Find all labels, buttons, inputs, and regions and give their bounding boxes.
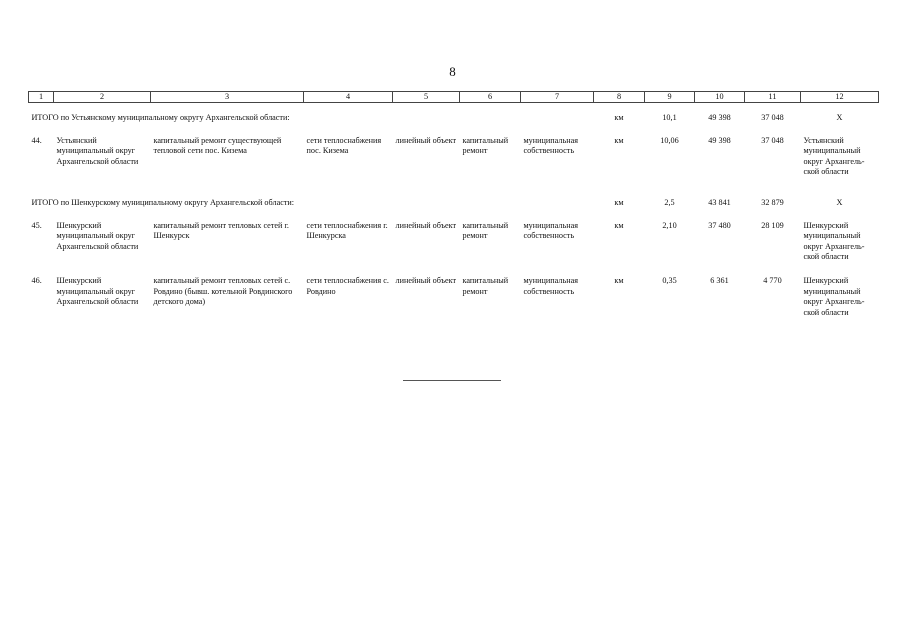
table-row [29,133,879,188]
subtotal-unit: км [614,197,624,207]
col11-cell: 4 770 [763,275,782,285]
column-number: 10 [695,92,745,103]
subtotal-row [29,103,879,133]
object-type-cell: линейный объект [395,275,457,285]
ownership-cell: муниципальная собственность [523,220,578,241]
recipient-cell: Шенкурский муниципальный округ Архангель-ской области [803,275,865,317]
work-type-cell: капитальный ремонт [462,135,509,156]
network-cell: сети теплоснабжения г. Шенкурска [306,220,388,241]
subtotal-row [29,188,879,218]
object-type-cell: линейный объект [395,220,457,230]
ownership-cell: муниципальная собственность [523,135,578,156]
subtotal-col10: 43 841 [708,197,731,207]
length-cell: 2,10 [662,220,677,230]
unit-cell: км [614,135,624,145]
recipient-cell: Шенкурский муниципальный округ Архангель-ской области [803,220,865,262]
column-number: 7 [521,92,594,103]
row-number: 45. [31,220,42,230]
column-number: 9 [645,92,695,103]
column-number: 3 [151,92,304,103]
subtotal-label: ИТОГО по Устьянскому муниципальному округу Архангельской области: [31,113,290,122]
col10-cell: 49 398 [708,135,731,145]
subtotal-col10: 49 398 [708,113,731,122]
column-number: 12 [801,92,879,103]
work-type-cell: капитальный ремонт [462,275,509,296]
description-cell: капитальный ремонт тепловых сетей г. Шенкурск [153,220,289,241]
col11-cell: 28 109 [761,220,784,230]
description-cell: капитальный ремонт существующей тепловой сети пос. Кизема [153,135,282,156]
network-cell: сети теплоснабжения с. Ровдино [306,275,389,296]
owner-cell: Устьянский муниципальный округ Архангельской области [56,135,139,166]
column-number: 5 [393,92,460,103]
column-number: 6 [460,92,521,103]
description-cell: капитальный ремонт тепловых сетей с. Ровдино (бывш. котельной Ровдинского детского дома) [153,275,293,307]
column-number: 1 [29,92,54,103]
subtotal-unit: км [614,113,624,122]
unit-cell: км [614,275,624,285]
length-cell: 10,06 [660,135,679,145]
work-type-cell: капитальный ремонт [462,220,509,241]
projects-table [28,91,879,328]
col10-cell: 6 361 [710,275,729,285]
table-row [29,218,879,273]
subtotal-col11: 32 879 [761,197,784,207]
subtotal-col12: Х [836,197,843,207]
column-number: 8 [594,92,645,103]
column-number-row [29,92,879,103]
subtotal-label: ИТОГО по Шенкурскому муниципальному округу Архангельской области: [31,197,295,207]
row-number: 44. [31,135,42,145]
recipient-cell: Устьянский муниципальный округ Архангель-ской области [803,135,865,177]
column-number: 11 [745,92,801,103]
owner-cell: Шенкурский муниципальный округ Архангельской области [56,220,139,251]
col10-cell: 37 480 [708,220,731,230]
row-number: 46. [31,275,42,285]
network-cell: сети теплоснабжения пос. Кизема [306,135,382,156]
col11-cell: 37 048 [761,135,784,145]
column-number: 2 [54,92,151,103]
owner-cell: Шенкурский муниципальный округ Архангельской области [56,275,139,307]
length-cell: 0,35 [662,275,677,285]
object-type-cell: линейный объект [395,135,457,145]
subtotal-length: 2,5 [664,197,675,207]
subtotal-col11: 37 048 [761,113,784,122]
subtotal-length: 10,1 [662,113,677,122]
page-number: 8 [449,64,456,79]
ownership-cell: муниципальная собственность [523,275,578,296]
end-of-document-rule [403,380,501,381]
column-number: 4 [304,92,393,103]
subtotal-col12: Х [836,113,843,122]
table-row [29,273,879,328]
unit-cell: км [614,220,624,230]
